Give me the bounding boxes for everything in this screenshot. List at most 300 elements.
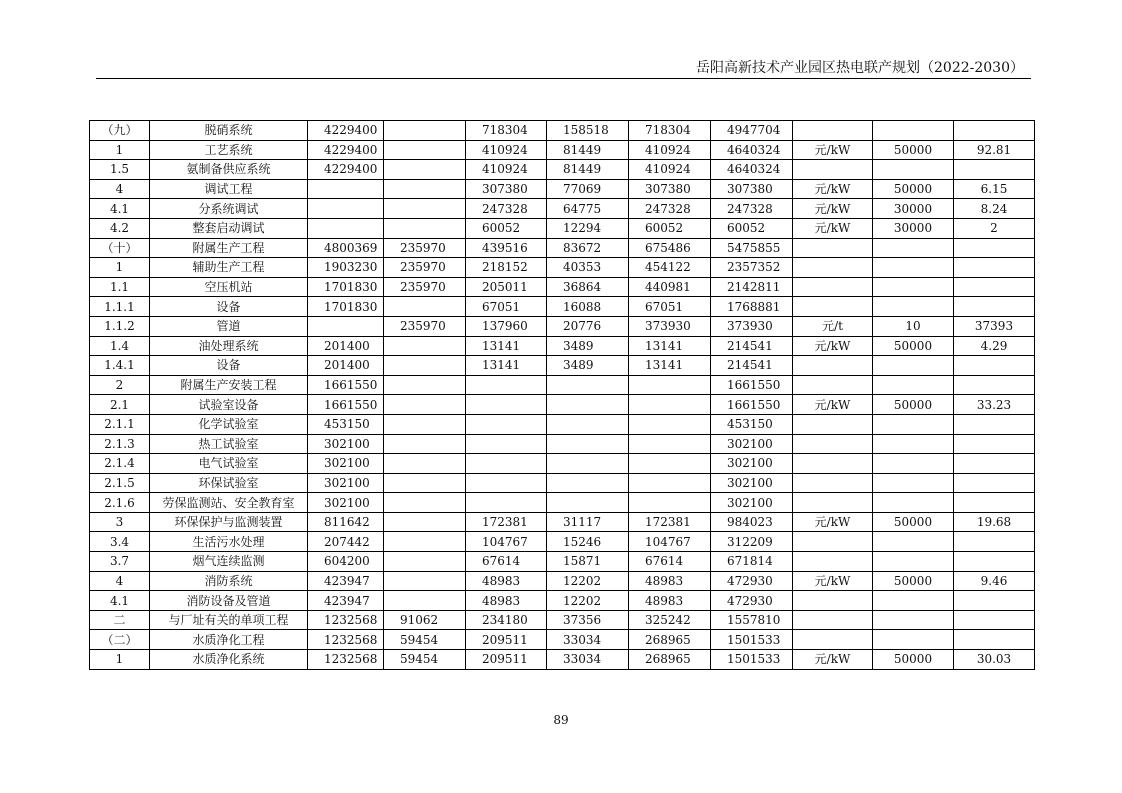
cell-install-total: 440981 [629, 277, 711, 297]
cell-install-total: 718304 [629, 121, 711, 141]
cell-unit-price: 92.81 [954, 140, 1035, 160]
cell-install-cost: 48983 [466, 571, 547, 591]
cell-item-name: 氨制备供应系统 [150, 160, 308, 180]
cell-quantity [873, 630, 954, 650]
cell-item-no: 1.1 [90, 277, 150, 297]
cell-unit: 元/kW [793, 650, 873, 670]
cell-install-cost [466, 375, 547, 395]
cell-unit-price [954, 277, 1035, 297]
cell-quantity [873, 121, 954, 141]
cell-quantity [873, 552, 954, 572]
cell-item-no: 2.1.1 [90, 414, 150, 434]
cell-quantity [873, 532, 954, 552]
cell-install-total [629, 395, 711, 415]
cell-item-name: 设备 [150, 297, 308, 317]
cell-item-name: 水质净化系统 [150, 650, 308, 670]
cell-quantity: 50000 [873, 650, 954, 670]
cell-unit: 元/kW [793, 571, 873, 591]
cell-material-cost [384, 179, 466, 199]
cell-material-cost [384, 552, 466, 572]
cell-equipment-cost: 423947 [308, 591, 384, 611]
table-row [90, 395, 1035, 415]
cell-unit [793, 493, 873, 513]
cell-unit-price [954, 121, 1035, 141]
cell-install-cost: 172381 [466, 512, 547, 532]
cell-wage-cost: 81449 [547, 140, 629, 160]
cell-install-total: 373930 [629, 316, 711, 336]
table-row [90, 336, 1035, 356]
cell-wage-cost: 15871 [547, 552, 629, 572]
cell-install-cost: 439516 [466, 238, 547, 258]
cell-install-cost: 137960 [466, 316, 547, 336]
cell-unit-price [954, 297, 1035, 317]
cell-equipment-cost: 1232568 [308, 610, 384, 630]
table-row [90, 121, 1035, 141]
cell-unit-price: 9.46 [954, 571, 1035, 591]
cell-install-cost: 13141 [466, 356, 547, 376]
cell-item-no: 二 [90, 610, 150, 630]
cell-install-total: 268965 [629, 650, 711, 670]
cell-install-cost: 48983 [466, 591, 547, 611]
cell-total-cost: 1661550 [711, 375, 793, 395]
cell-material-cost [384, 493, 466, 513]
cell-item-no: 1.1.2 [90, 316, 150, 336]
cell-unit [793, 532, 873, 552]
cell-equipment-cost: 811642 [308, 512, 384, 532]
cell-quantity [873, 356, 954, 376]
cell-unit-price [954, 454, 1035, 474]
cell-unit-price [954, 473, 1035, 493]
cell-equipment-cost [308, 179, 384, 199]
cell-unit-price [954, 258, 1035, 278]
cell-unit-price [954, 532, 1035, 552]
cell-material-cost [384, 591, 466, 611]
cell-item-name: 热工试验室 [150, 434, 308, 454]
cell-equipment-cost: 302100 [308, 434, 384, 454]
table-row [90, 591, 1035, 611]
cell-item-no: （十） [90, 238, 150, 258]
cell-item-name: 附属生产安装工程 [150, 375, 308, 395]
cell-unit [793, 160, 873, 180]
cell-install-total [629, 493, 711, 513]
cell-total-cost: 373930 [711, 316, 793, 336]
cell-material-cost: 235970 [384, 238, 466, 258]
cell-install-total: 307380 [629, 179, 711, 199]
cell-unit-price: 2 [954, 218, 1035, 238]
cell-install-total: 67051 [629, 297, 711, 317]
cell-quantity [873, 258, 954, 278]
cell-unit: 元/kW [793, 218, 873, 238]
cell-material-cost: 59454 [384, 630, 466, 650]
cell-wage-cost: 12294 [547, 218, 629, 238]
cell-install-cost: 247328 [466, 199, 547, 219]
table-row [90, 297, 1035, 317]
cell-unit: 元/kW [793, 336, 873, 356]
cell-equipment-cost: 1232568 [308, 630, 384, 650]
table-row [90, 532, 1035, 552]
cell-equipment-cost: 4229400 [308, 121, 384, 141]
cell-material-cost [384, 140, 466, 160]
cell-install-cost: 410924 [466, 160, 547, 180]
cell-quantity [873, 297, 954, 317]
cell-unit-price [954, 610, 1035, 630]
cell-install-cost: 205011 [466, 277, 547, 297]
cell-install-total [629, 375, 711, 395]
table-row [90, 434, 1035, 454]
cell-unit [793, 591, 873, 611]
cell-wage-cost: 40353 [547, 258, 629, 278]
cell-material-cost [384, 434, 466, 454]
cell-item-name: 消防系统 [150, 571, 308, 591]
cell-total-cost: 312209 [711, 532, 793, 552]
cell-unit-price [954, 160, 1035, 180]
cell-install-cost: 234180 [466, 610, 547, 630]
cell-equipment-cost: 1661550 [308, 395, 384, 415]
cell-install-cost: 410924 [466, 140, 547, 160]
cell-total-cost: 1501533 [711, 650, 793, 670]
cell-total-cost: 984023 [711, 512, 793, 532]
cell-total-cost: 307380 [711, 179, 793, 199]
table-row [90, 650, 1035, 670]
cell-wage-cost: 20776 [547, 316, 629, 336]
cell-quantity [873, 473, 954, 493]
cell-item-no: 4 [90, 571, 150, 591]
cell-wage-cost [547, 414, 629, 434]
cell-material-cost: 91062 [384, 610, 466, 630]
cell-unit: 元/kW [793, 140, 873, 160]
cell-unit [793, 414, 873, 434]
table-row [90, 258, 1035, 278]
cell-unit-price [954, 434, 1035, 454]
cell-wage-cost: 64775 [547, 199, 629, 219]
cell-install-cost [466, 395, 547, 415]
cell-item-name: 空压机站 [150, 277, 308, 297]
cell-install-total: 48983 [629, 571, 711, 591]
cell-item-name: 设备 [150, 356, 308, 376]
cell-install-total: 410924 [629, 140, 711, 160]
cell-quantity [873, 414, 954, 434]
cell-item-name: 烟气连续监测 [150, 552, 308, 572]
cell-material-cost [384, 336, 466, 356]
cell-install-cost [466, 493, 547, 513]
cell-total-cost: 1661550 [711, 395, 793, 415]
cell-item-no: 1 [90, 258, 150, 278]
cell-unit-price [954, 238, 1035, 258]
cell-install-total: 454122 [629, 258, 711, 278]
cell-total-cost: 214541 [711, 356, 793, 376]
cell-install-total: 67614 [629, 552, 711, 572]
cell-material-cost: 235970 [384, 258, 466, 278]
cell-equipment-cost: 4229400 [308, 160, 384, 180]
cell-wage-cost [547, 473, 629, 493]
cell-install-total: 13141 [629, 356, 711, 376]
cell-equipment-cost: 302100 [308, 454, 384, 474]
cell-wage-cost: 3489 [547, 356, 629, 376]
cell-equipment-cost: 4229400 [308, 140, 384, 160]
cell-install-cost: 209511 [466, 650, 547, 670]
cell-wage-cost: 83672 [547, 238, 629, 258]
cell-unit-price [954, 493, 1035, 513]
cell-item-name: 脱硝系统 [150, 121, 308, 141]
cell-install-total: 410924 [629, 160, 711, 180]
cell-item-name: 整套启动调试 [150, 218, 308, 238]
cell-wage-cost: 12202 [547, 571, 629, 591]
cell-total-cost: 472930 [711, 591, 793, 611]
cell-wage-cost [547, 493, 629, 513]
cell-install-cost [466, 414, 547, 434]
cell-unit [793, 473, 873, 493]
cell-material-cost [384, 532, 466, 552]
cell-unit-price [954, 356, 1035, 376]
cell-total-cost: 4640324 [711, 160, 793, 180]
cell-wage-cost [547, 434, 629, 454]
cell-equipment-cost: 1903230 [308, 258, 384, 278]
cell-quantity: 30000 [873, 218, 954, 238]
cell-unit-price [954, 552, 1035, 572]
cell-unit: 元/t [793, 316, 873, 336]
cell-total-cost: 302100 [711, 473, 793, 493]
cell-unit [793, 258, 873, 278]
table-row [90, 179, 1035, 199]
cell-item-name: 环保试验室 [150, 473, 308, 493]
cell-unit-price: 4.29 [954, 336, 1035, 356]
cell-material-cost: 235970 [384, 277, 466, 297]
cell-equipment-cost: 302100 [308, 473, 384, 493]
cell-install-total [629, 414, 711, 434]
cell-wage-cost: 81449 [547, 160, 629, 180]
cell-quantity [873, 591, 954, 611]
header-rule [96, 78, 1031, 79]
table-row [90, 552, 1035, 572]
cell-wage-cost: 33034 [547, 650, 629, 670]
cell-quantity: 50000 [873, 395, 954, 415]
cell-unit [793, 610, 873, 630]
cell-total-cost: 214541 [711, 336, 793, 356]
cell-unit-price: 19.68 [954, 512, 1035, 532]
cell-quantity: 50000 [873, 571, 954, 591]
cell-item-no: 4.2 [90, 218, 150, 238]
cell-wage-cost [547, 454, 629, 474]
cell-equipment-cost: 201400 [308, 356, 384, 376]
cell-unit [793, 630, 873, 650]
cell-item-name: 油处理系统 [150, 336, 308, 356]
cell-item-name: 工艺系统 [150, 140, 308, 160]
cell-install-total: 13141 [629, 336, 711, 356]
cell-item-no: （二） [90, 630, 150, 650]
cell-install-cost: 218152 [466, 258, 547, 278]
cell-item-no: 1.4 [90, 336, 150, 356]
cell-total-cost: 453150 [711, 414, 793, 434]
cell-unit-price [954, 630, 1035, 650]
cell-quantity: 50000 [873, 336, 954, 356]
cell-material-cost [384, 199, 466, 219]
cell-total-cost: 60052 [711, 218, 793, 238]
cell-wage-cost: 33034 [547, 630, 629, 650]
cell-wage-cost: 31117 [547, 512, 629, 532]
cell-install-cost: 67051 [466, 297, 547, 317]
cell-item-no: 1.1.1 [90, 297, 150, 317]
cell-wage-cost: 15246 [547, 532, 629, 552]
table-row [90, 316, 1035, 336]
cell-install-total: 325242 [629, 610, 711, 630]
cell-material-cost [384, 512, 466, 532]
cell-item-no: 4.1 [90, 591, 150, 611]
cell-item-name: 电气试验室 [150, 454, 308, 474]
cell-equipment-cost: 1701830 [308, 297, 384, 317]
cell-wage-cost [547, 375, 629, 395]
cell-item-no: 2.1 [90, 395, 150, 415]
cell-item-no: 3 [90, 512, 150, 532]
cell-unit-price: 6.15 [954, 179, 1035, 199]
cell-total-cost: 671814 [711, 552, 793, 572]
cell-item-no: 1 [90, 650, 150, 670]
table-row [90, 610, 1035, 630]
page-header-title: 岳阳高新技术产业园区热电联产规划（2022-2030） [696, 60, 1024, 76]
cell-total-cost: 1501533 [711, 630, 793, 650]
cell-wage-cost: 12202 [547, 591, 629, 611]
cell-item-name: 管道 [150, 316, 308, 336]
cell-quantity [873, 493, 954, 513]
cell-material-cost [384, 121, 466, 141]
cell-equipment-cost: 423947 [308, 571, 384, 591]
cell-equipment-cost: 1661550 [308, 375, 384, 395]
cell-total-cost: 302100 [711, 434, 793, 454]
cell-install-total: 675486 [629, 238, 711, 258]
cell-unit-price [954, 591, 1035, 611]
cell-equipment-cost: 201400 [308, 336, 384, 356]
cell-unit: 元/kW [793, 179, 873, 199]
cell-material-cost: 235970 [384, 316, 466, 336]
cell-material-cost [384, 375, 466, 395]
cell-unit-price: 30.03 [954, 650, 1035, 670]
cell-quantity: 30000 [873, 199, 954, 219]
cell-unit [793, 277, 873, 297]
cell-material-cost [384, 218, 466, 238]
cell-equipment-cost: 1232568 [308, 650, 384, 670]
cell-item-no: 2.1.5 [90, 473, 150, 493]
cell-material-cost [384, 473, 466, 493]
cell-item-name: 环保保护与监测装置 [150, 512, 308, 532]
cell-unit [793, 297, 873, 317]
cell-wage-cost [547, 395, 629, 415]
cell-item-name: 劳保监测站、安全教育室 [150, 493, 308, 513]
cell-unit [793, 356, 873, 376]
cell-install-total: 268965 [629, 630, 711, 650]
cell-item-name: 与厂址有关的单项工程 [150, 610, 308, 630]
table-row [90, 493, 1035, 513]
table-row [90, 218, 1035, 238]
cell-item-name: 消防设备及管道 [150, 591, 308, 611]
cell-material-cost [384, 395, 466, 415]
cell-total-cost: 1557810 [711, 610, 793, 630]
cell-item-name: 水质净化工程 [150, 630, 308, 650]
cell-unit-price [954, 414, 1035, 434]
cell-equipment-cost: 1701830 [308, 277, 384, 297]
cell-item-name: 化学试验室 [150, 414, 308, 434]
cell-wage-cost: 37356 [547, 610, 629, 630]
cell-wage-cost: 36864 [547, 277, 629, 297]
cell-total-cost: 4947704 [711, 121, 793, 141]
cell-equipment-cost: 453150 [308, 414, 384, 434]
cell-install-cost: 67614 [466, 552, 547, 572]
cell-equipment-cost [308, 199, 384, 219]
cell-material-cost [384, 571, 466, 591]
cell-total-cost: 2142811 [711, 277, 793, 297]
cell-unit: 元/kW [793, 512, 873, 532]
cell-total-cost: 5475855 [711, 238, 793, 258]
cell-unit-price: 33.23 [954, 395, 1035, 415]
cell-total-cost: 4640324 [711, 140, 793, 160]
cell-quantity [873, 434, 954, 454]
cell-install-total: 104767 [629, 532, 711, 552]
cell-item-no: 3.4 [90, 532, 150, 552]
cell-total-cost: 302100 [711, 493, 793, 513]
cell-equipment-cost [308, 316, 384, 336]
cell-quantity [873, 160, 954, 180]
cell-install-cost: 209511 [466, 630, 547, 650]
cell-quantity: 50000 [873, 140, 954, 160]
cell-install-total: 60052 [629, 218, 711, 238]
cell-item-name: 附属生产工程 [150, 238, 308, 258]
cell-item-name: 生活污水处理 [150, 532, 308, 552]
cell-wage-cost: 16088 [547, 297, 629, 317]
cell-install-total: 172381 [629, 512, 711, 532]
cell-item-no: 1.4.1 [90, 356, 150, 376]
table-row [90, 199, 1035, 219]
cell-total-cost: 302100 [711, 454, 793, 474]
cell-wage-cost: 158518 [547, 121, 629, 141]
cell-install-cost [466, 434, 547, 454]
cell-quantity: 10 [873, 316, 954, 336]
cell-install-cost: 104767 [466, 532, 547, 552]
table-row [90, 238, 1035, 258]
cell-unit [793, 552, 873, 572]
cell-install-total [629, 434, 711, 454]
table-row [90, 277, 1035, 297]
cell-item-no: 2.1.4 [90, 454, 150, 474]
cell-install-total: 247328 [629, 199, 711, 219]
cell-unit: 元/kW [793, 395, 873, 415]
cell-item-name: 调试工程 [150, 179, 308, 199]
cell-quantity: 50000 [873, 512, 954, 532]
cell-install-cost [466, 473, 547, 493]
table-row [90, 375, 1035, 395]
cell-install-total [629, 454, 711, 474]
cell-install-total: 48983 [629, 591, 711, 611]
cell-quantity [873, 610, 954, 630]
cell-unit-price: 8.24 [954, 199, 1035, 219]
cell-unit-price: 37393 [954, 316, 1035, 336]
table-row [90, 512, 1035, 532]
table-row [90, 571, 1035, 591]
table-row [90, 356, 1035, 376]
cell-unit [793, 434, 873, 454]
table-row [90, 630, 1035, 650]
cell-equipment-cost: 604200 [308, 552, 384, 572]
cell-item-no: 4 [90, 179, 150, 199]
cell-material-cost: 59454 [384, 650, 466, 670]
cell-item-name: 辅助生产工程 [150, 258, 308, 278]
cell-unit [793, 454, 873, 474]
cell-material-cost [384, 297, 466, 317]
cell-item-name: 分系统调试 [150, 199, 308, 219]
cell-install-total [629, 473, 711, 493]
cell-total-cost: 2357352 [711, 258, 793, 278]
page-number: 89 [553, 713, 569, 727]
cell-item-no: 1 [90, 140, 150, 160]
cell-unit [793, 375, 873, 395]
table-row [90, 140, 1035, 160]
